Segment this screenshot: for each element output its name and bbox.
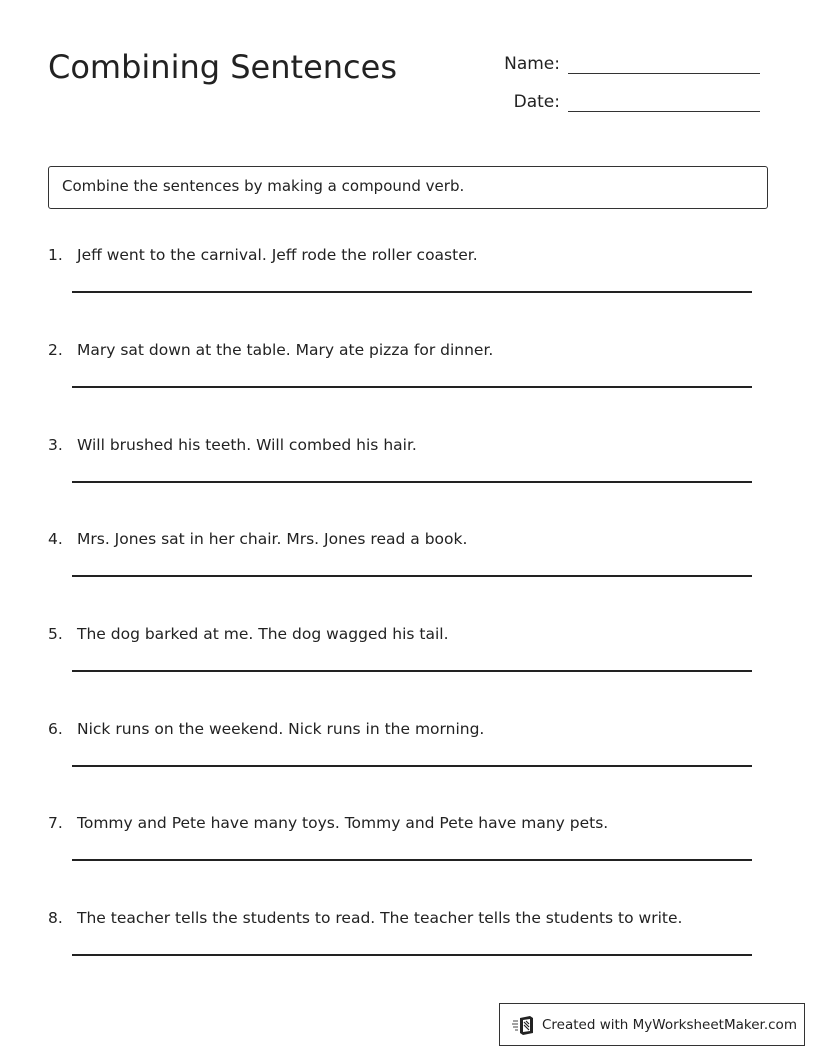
answer-line[interactable] xyxy=(72,670,752,672)
question-text: The teacher tells the students to read. The teacher tells the students to write. xyxy=(77,909,683,927)
name-input-line[interactable] xyxy=(568,54,760,74)
question-text: Nick runs on the weekend. Nick runs in the morning. xyxy=(77,720,485,738)
page-title: Combining Sentences xyxy=(48,48,397,86)
question-text: Jeff went to the carnival. Jeff rode the roller coaster. xyxy=(77,246,478,264)
date-label: Date: xyxy=(513,92,560,112)
question-7 xyxy=(48,813,768,833)
question-number: 7. xyxy=(48,814,63,832)
question-number: 8. xyxy=(48,909,63,927)
question-number: 1. xyxy=(48,246,63,264)
question-8 xyxy=(48,908,768,928)
answer-line[interactable] xyxy=(72,481,752,483)
date-input-line[interactable] xyxy=(568,92,760,112)
question-number: 5. xyxy=(48,625,63,643)
question-number: 6. xyxy=(48,720,63,738)
answer-line[interactable] xyxy=(72,386,752,388)
question-text: Mary sat down at the table. Mary ate pizza for dinner. xyxy=(77,341,494,359)
question-4 xyxy=(48,529,768,549)
question-text: Tommy and Pete have many toys. Tommy and Pete have many pets. xyxy=(77,814,609,832)
question-3 xyxy=(48,435,768,455)
question-5 xyxy=(48,624,768,644)
name-field xyxy=(488,54,760,74)
question-text: The dog barked at me. The dog wagged his tail. xyxy=(77,625,449,643)
answer-line[interactable] xyxy=(72,291,752,293)
answer-line[interactable] xyxy=(72,575,752,577)
question-number: 3. xyxy=(48,436,63,454)
instructions-box: Combine the sentences by making a compound verb. xyxy=(48,166,768,209)
question-text: Mrs. Jones sat in her chair. Mrs. Jones read a book. xyxy=(77,530,468,548)
question-number: 2. xyxy=(48,341,63,359)
question-number: 4. xyxy=(48,530,63,548)
footer-text: Created with MyWorksheetMaker.com xyxy=(542,1016,797,1033)
answer-line[interactable] xyxy=(72,954,752,956)
name-label: Name: xyxy=(504,54,560,74)
answer-line[interactable] xyxy=(72,765,752,767)
footer-credit[interactable] xyxy=(499,1003,805,1046)
date-field xyxy=(488,92,760,112)
answer-line[interactable] xyxy=(72,859,752,861)
question-text: Will brushed his teeth. Will combed his hair. xyxy=(77,436,417,454)
worksheet-logo-icon xyxy=(512,1014,536,1036)
question-1 xyxy=(48,245,768,265)
question-2 xyxy=(48,340,768,360)
question-6 xyxy=(48,719,768,739)
